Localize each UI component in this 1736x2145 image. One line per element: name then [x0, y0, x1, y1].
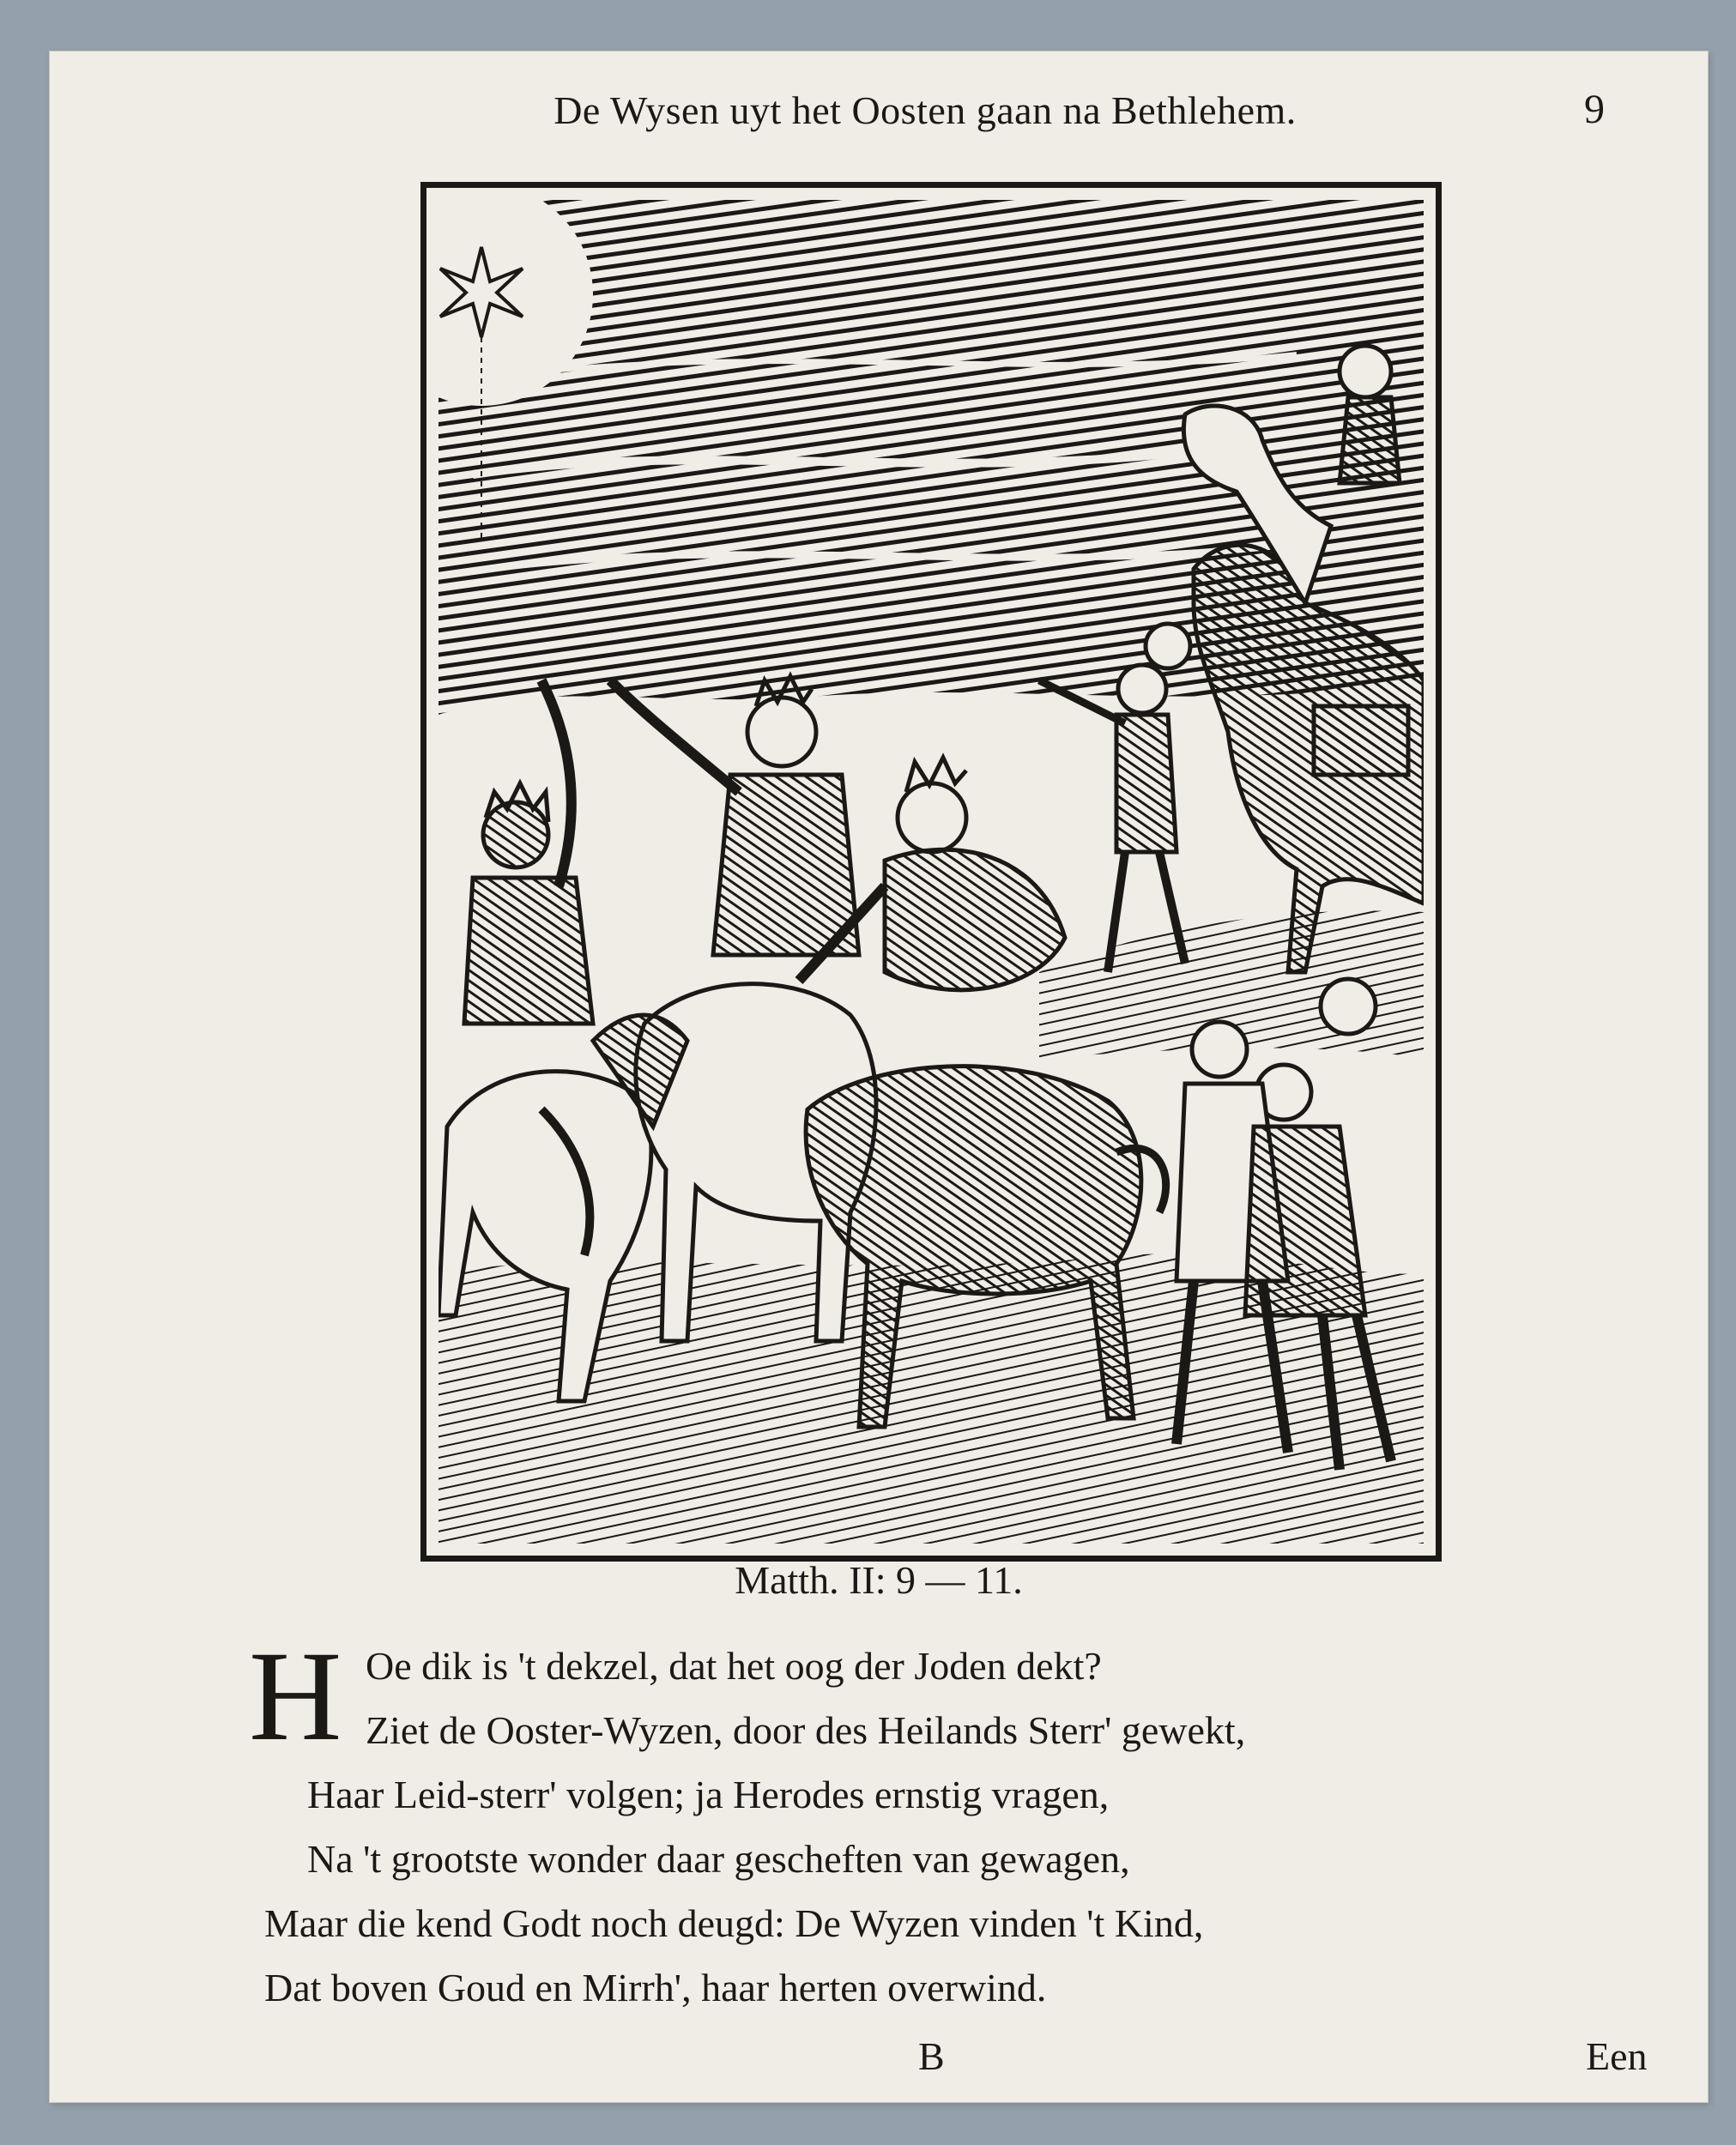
book-page [50, 51, 1708, 2102]
signature-mark: B [918, 2034, 945, 2078]
poem-line: Ziet de Ooster-Wyzen, door des Heilands Sterr' gewekt, [366, 1708, 1246, 1752]
drop-cap-initial: H [249, 1625, 342, 1767]
running-head: De Wysen uyt het Oosten gaan na Bethlehem. [553, 88, 1297, 132]
poem-line: Dat boven Goud en Mirrh', haar herten overwind. [264, 1966, 1047, 2009]
poem-line: Maar die kend Godt noch deugd: De Wyzen vinden 't Kind, [264, 1901, 1204, 1945]
woodcut-illustration [420, 182, 1442, 1562]
poem-line: Oe dik is 't dekzel, dat het oog der Joden dekt? [366, 1644, 1102, 1688]
catchword: Een [1586, 2034, 1648, 2078]
magi-woodcut-drawing [439, 200, 1424, 1544]
scripture-reference: Matth. II: 9 — 11. [735, 1558, 1023, 1602]
page-number: 9 [1584, 87, 1605, 132]
poem-line: Na 't grootste wonder daar gescheften van gewagen, [307, 1837, 1130, 1881]
poem-line: Haar Leid-sterr' volgen; ja Herodes ernstig vragen, [307, 1773, 1110, 1816]
